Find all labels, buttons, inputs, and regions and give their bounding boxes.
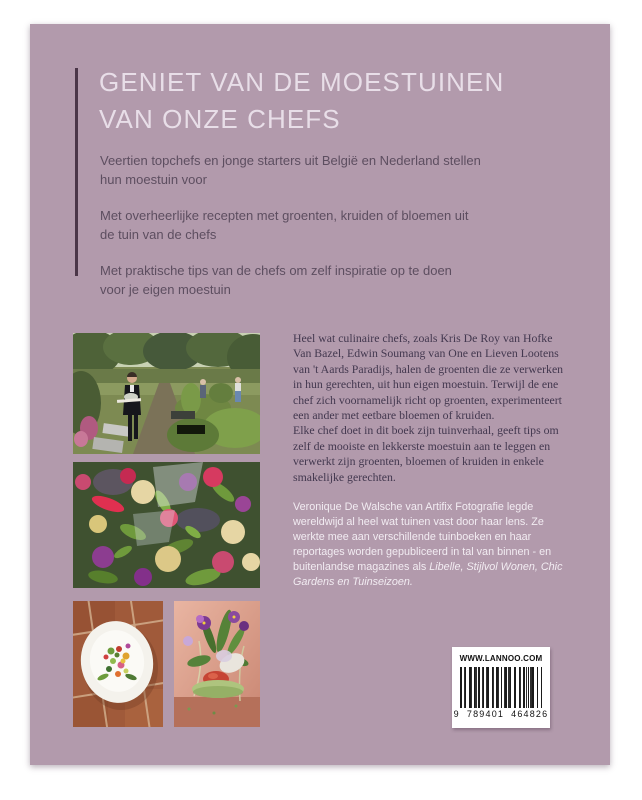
barcode-label [452,647,550,728]
photo-salad-plate [73,601,163,727]
bullet-item: Veertien topchefs en jonge starters uit België en Nederland stellen hun moestuin voor [100,153,481,187]
isbn-digits: 9 789401 464826 [453,709,549,719]
salad-plate-photo-illustration [73,601,163,727]
bullet-item: Met praktische tips van de chefs om zelf inspiratie op te doen voor je eigen moestuin [100,263,452,297]
page-title [99,64,504,138]
title-line-2: VAN ONZE CHEFS [99,104,341,134]
photo-harvest-vegetables [73,462,260,588]
photo-garden-chefs [73,333,260,454]
accent-bar [75,68,78,276]
intro-bullet-list [100,151,570,316]
barcode [460,667,542,708]
description-paragraph: Heel wat culinaire chefs, zoals Kris De Roy van Hofke Van Bazel, Edwin Soumang van One en Lieven Lootens van 't Aards Paradijs, halen de groenten die ze verwerken in hun gerechten, uit hun eigen moestuin. Terwijl de ene chef zich voornamelijk richt op groenten, experimenteert een ander met eetbare bloemen of kruiden. [293,331,564,423]
title-line-1: GENIET VAN DE MOESTUINEN [99,67,505,97]
photographer-text: Veronique De Walsche van Artifix Fotografie legde wereldwijd al heel wat tuinen vast door haar lens. Ze werkte mee aan verschillende tuinboeken en haar reportages worden gepubliceerd in tal van binnen - en buitenlandse magazines als [293,501,552,573]
magazine-titles: Libelle, Stijlvol Wonen, Chic Gardens en Tuinseizoen. [293,561,563,588]
garden-photo-illustration [73,333,260,454]
photo-edible-flowers-dish [174,601,260,727]
book-description [293,331,573,485]
photographer-credit [293,500,575,590]
photo-row [73,601,260,727]
vegetables-photo-illustration [73,462,260,588]
publisher-website: WWW.LANNOO.COM [459,654,543,663]
photo-column [73,333,260,727]
book-back-cover [30,24,610,765]
flower-dish-photo-illustration [174,601,260,727]
description-paragraph: Elke chef doet in dit boek zijn tuinverhaal, geeft tips om zelf de mooiste en lekkerste moestuin aan te leggen en verwerkt zijn groenten, bloemen of kruiden in enkele smakelijke gerechten. [293,423,559,484]
bullet-item: Met overheerlijke recepten met groenten, kruiden of bloemen uit de tuin van de chefs [100,208,469,242]
